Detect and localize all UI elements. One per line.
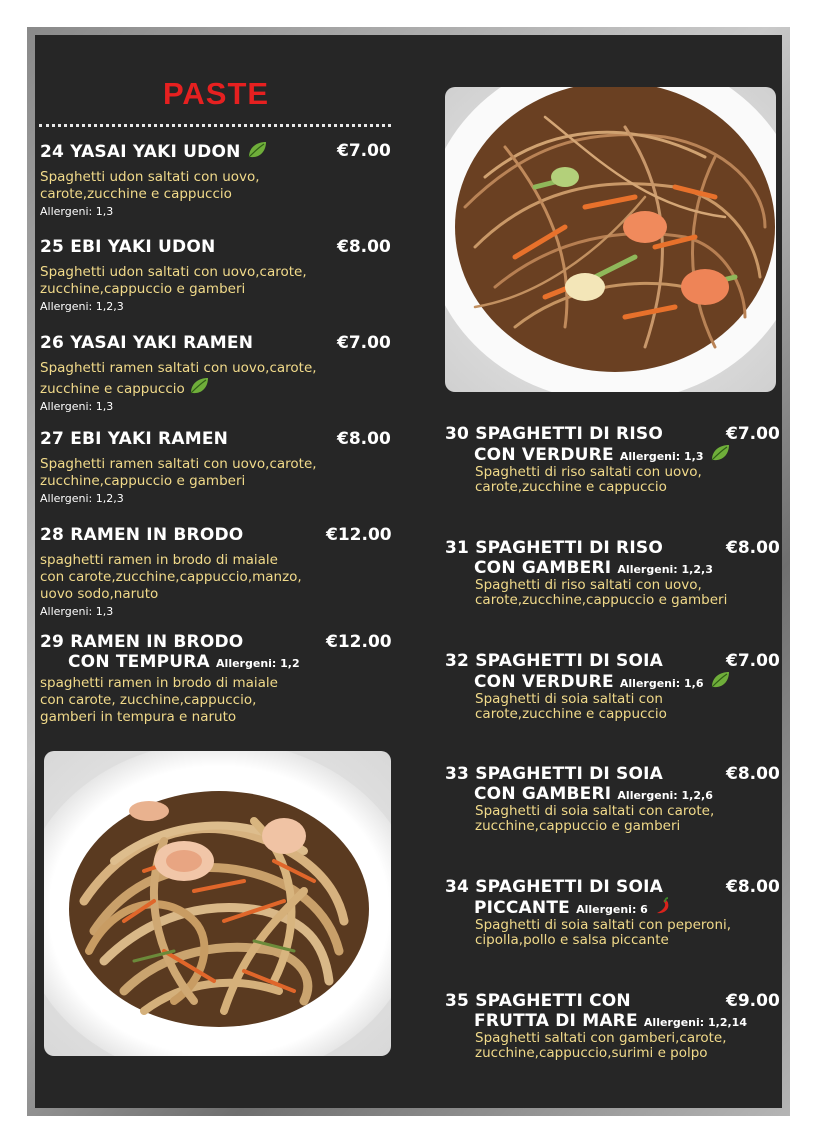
leaf-icon — [710, 671, 730, 689]
menu-item-29 — [40, 632, 300, 726]
item-allergens: Allergeni: 1,2,14 — [643, 1016, 747, 1029]
item-allergens: Allergeni: 1,2 — [216, 657, 300, 670]
item-number: 33 — [445, 764, 470, 784]
menu-item-30 — [445, 424, 730, 495]
item-number: 28 — [40, 525, 65, 545]
menu-item-34 — [445, 877, 731, 948]
item-name: SPAGHETTI DI SOIA — [475, 651, 664, 671]
item-name-line2: CON GAMBERI — [474, 558, 612, 578]
item-number: 31 — [445, 538, 470, 558]
item-name-line2: FRUTTA DI MARE — [474, 1011, 638, 1031]
item-number: 27 — [40, 429, 65, 449]
item-price: €8.00 — [726, 538, 780, 558]
item-number: 32 — [445, 651, 470, 671]
item-name: SPAGHETTI DI RISO — [475, 538, 663, 558]
menu-item-31 — [445, 538, 727, 608]
leaf-icon — [247, 141, 267, 159]
item-description: Spaghetti ramen saltati con uovo,carote, zucchine,cappuccio e gamberi — [40, 456, 317, 489]
item-allergens: Allergeni: 1,3 — [40, 205, 114, 218]
item-allergens: Allergeni: 1,3 — [40, 605, 114, 618]
item-price: €8.00 — [726, 877, 780, 897]
leaf-icon — [710, 444, 730, 462]
item-price: €12.00 — [326, 632, 392, 652]
item-number: 26 — [40, 333, 65, 353]
item-number: 30 — [445, 424, 470, 444]
noodle-dish-photo — [445, 87, 776, 392]
item-price: €12.00 — [326, 525, 392, 545]
item-price: €7.00 — [726, 424, 780, 444]
item-allergens: Allergeni: 6 — [576, 903, 648, 916]
item-description: Spaghetti udon saltati con uovo,carote, zucchine,cappuccio e gamberi — [40, 264, 307, 297]
item-allergens: Allergeni: 1,3 — [40, 400, 114, 413]
item-name: EBI YAKI RAMEN — [70, 429, 229, 449]
item-name: EBI YAKI UDON — [70, 237, 216, 257]
item-name-line2: CON GAMBERI — [474, 784, 612, 804]
item-description: spaghetti ramen in brodo di maiale con carote,zucchine,cappuccio,manzo, uovo sodo,naruto — [40, 552, 302, 602]
menu-item-25 — [40, 237, 307, 315]
item-name: RAMEN IN BRODO — [70, 632, 244, 652]
dotted-divider — [39, 124, 391, 127]
item-number: 25 — [40, 237, 65, 257]
chili-pepper-icon — [654, 897, 672, 915]
item-number: 35 — [445, 991, 470, 1011]
item-price: €7.00 — [337, 333, 391, 353]
item-price: €8.00 — [337, 429, 391, 449]
item-name: SPAGHETTI DI SOIA — [475, 764, 664, 784]
item-name: SPAGHETTI CON — [475, 991, 631, 1011]
menu-item-28 — [40, 525, 302, 620]
item-allergens: Allergeni: 1,3 — [619, 450, 704, 463]
item-price: €8.00 — [726, 764, 780, 784]
section-title: PASTE — [163, 76, 270, 111]
item-number: 34 — [445, 877, 470, 897]
item-allergens: Allergeni: 1,2,3 — [617, 563, 713, 576]
item-name: SPAGHETTI DI RISO — [475, 424, 663, 444]
item-name-line2: CON TEMPURA — [68, 652, 210, 672]
menu-item-35 — [445, 991, 747, 1061]
item-name: RAMEN IN BRODO — [70, 525, 244, 545]
item-allergens: Allergeni: 1,2,3 — [40, 300, 124, 313]
item-number: 29 — [40, 632, 65, 652]
item-description: Spaghetti di riso saltati con uovo, carote,zucchine,cappuccio e gamberi — [475, 577, 728, 608]
item-description: Spaghetti di soia saltati con carote, zucchine,cappuccio e gamberi — [475, 803, 715, 834]
item-name-line2: PICCANTE — [474, 898, 570, 918]
udon-dish-photo — [44, 751, 391, 1056]
item-description: Spaghetti udon saltati con uovo, carote,zucchine e cappuccio — [40, 169, 260, 202]
item-number: 24 — [40, 142, 65, 162]
item-allergens: Allergeni: 1,2,3 — [40, 492, 124, 505]
item-description: Spaghetti ramen saltati con uovo,carote, zucchine e cappuccio — [40, 360, 317, 397]
item-description: Spaghetti di soia saltati con carote,zucchine e cappuccio — [475, 691, 667, 722]
menu-item-33 — [445, 764, 714, 834]
item-name-line2: CON VERDURE — [474, 672, 614, 692]
item-price: €8.00 — [337, 237, 391, 257]
menu-item-24 — [40, 141, 267, 220]
menu-item-26 — [40, 333, 317, 415]
item-description: Spaghetti di riso saltati con uovo, carote,zucchine e cappuccio — [475, 464, 702, 495]
item-description: Spaghetti di soia saltati con peperoni, cipolla,pollo e salsa piccante — [475, 917, 732, 948]
item-name: YASAI YAKI RAMEN — [70, 333, 254, 353]
item-name-line2: CON VERDURE — [474, 445, 614, 465]
item-price: €9.00 — [726, 991, 780, 1011]
item-allergens: Allergeni: 1,6 — [619, 677, 704, 690]
item-allergens: Allergeni: 1,2,6 — [617, 789, 713, 802]
item-description: Spaghetti saltati con gamberi,carote, zucchine,cappuccio,surimi e polpo — [475, 1030, 727, 1061]
menu-item-32 — [445, 651, 730, 722]
item-name: YASAI YAKI UDON — [70, 142, 241, 162]
item-description: spaghetti ramen in brodo di maiale con carote, zucchine,cappuccio, gamberi in tempura e naruto — [40, 675, 278, 725]
menu-item-27 — [40, 429, 317, 507]
item-name: SPAGHETTI DI SOIA — [475, 877, 664, 897]
item-price: €7.00 — [337, 141, 391, 161]
menu-page — [35, 35, 782, 1108]
item-price: €7.00 — [726, 651, 780, 671]
leaf-icon — [189, 377, 209, 395]
